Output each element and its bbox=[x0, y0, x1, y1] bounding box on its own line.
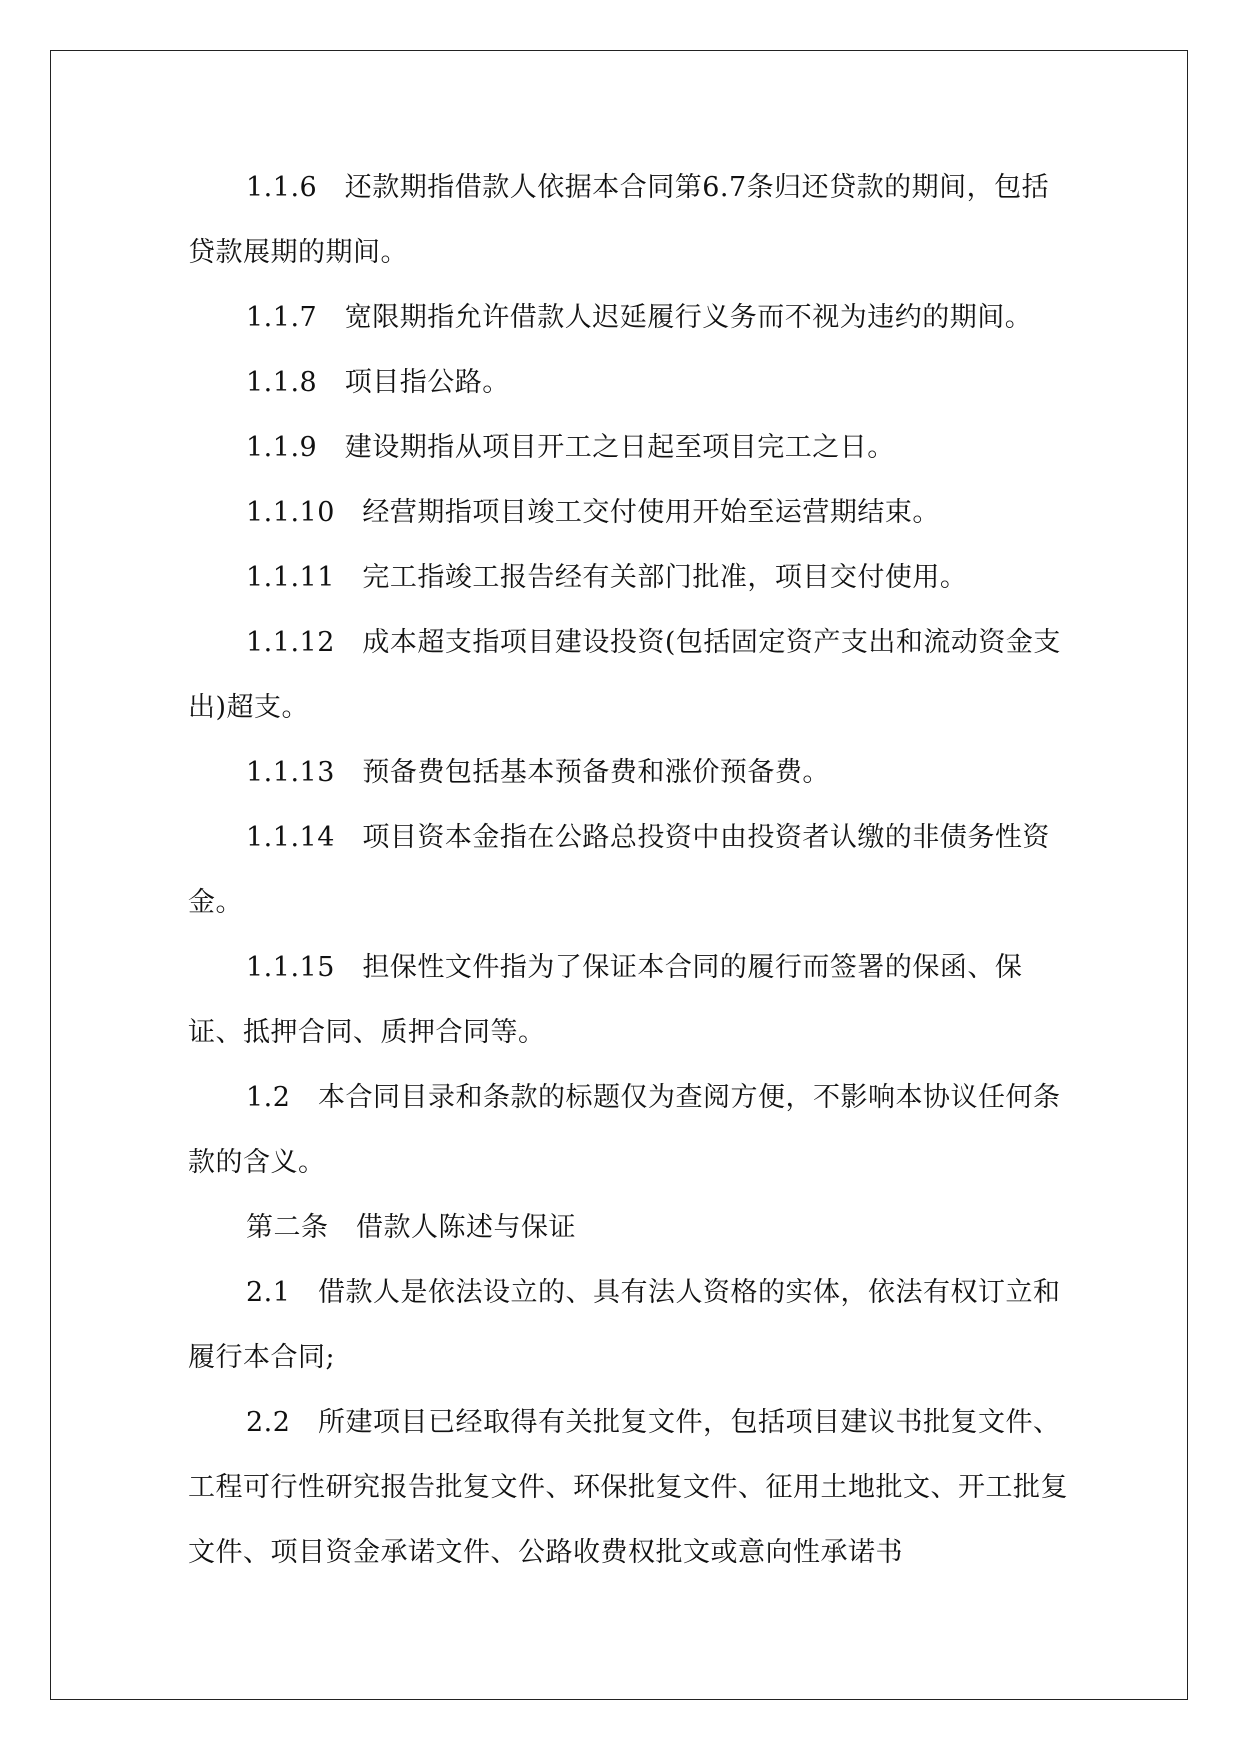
clause-1-1-11: 1.1.11 完工指竣工报告经有关部门批准，项目交付使用。 bbox=[246, 562, 968, 593]
clause-2-1: 2.1 借款人是依法设立的、具有法人资格的实体，依法有权订立和履行本合同; bbox=[188, 1277, 1061, 1373]
clause-1-1-7: 1.1.7 宽限期指允许借款人迟延履行义务而不视为违约的期间。 bbox=[246, 302, 1033, 333]
clause-1-2: 1.2 本合同目录和条款的标题仅为查阅方便，不影响本协议任何条款的含义。 bbox=[188, 1082, 1061, 1178]
article-2-heading: 第二条 借款人陈述与保证 bbox=[246, 1212, 576, 1243]
clause-1-1-10: 1.1.10 经营期指项目竣工交付使用开始至运营期结束。 bbox=[246, 497, 940, 528]
clause-1-1-15: 1.1.15 担保性文件指为了保证本合同的履行而签署的保函、保证、抵押合同、质押合同等。 bbox=[188, 952, 1023, 1048]
clause-1-1-13: 1.1.13 预备费包括基本预备费和涨价预备费。 bbox=[246, 757, 830, 788]
clause-1-1-8: 1.1.8 项目指公路。 bbox=[246, 367, 510, 398]
clause-1-1-9: 1.1.9 建设期指从项目开工之日起至项目完工之日。 bbox=[246, 432, 895, 463]
document-body bbox=[188, 155, 1068, 1585]
clause-2-2: 2.2 所建项目已经取得有关批复文件，包括项目建议书批复文件、工程可行性研究报告批复文件、环保批复文件、征用土地批文、开工批复文件、项目资金承诺文件、公路收费权批文或意向性承诺书 bbox=[188, 1407, 1068, 1568]
clause-1-1-6: 1.1.6 还款期指借款人依据本合同第6.7条归还贷款的期间，包括贷款展期的期间。 bbox=[188, 172, 1050, 268]
clause-1-1-12: 1.1.12 成本超支指项目建设投资(包括固定资产支出和流动资金支出)超支。 bbox=[188, 627, 1061, 723]
clause-1-1-14: 1.1.14 项目资本金指在公路总投资中由投资者认缴的非债务性资金。 bbox=[188, 822, 1050, 918]
